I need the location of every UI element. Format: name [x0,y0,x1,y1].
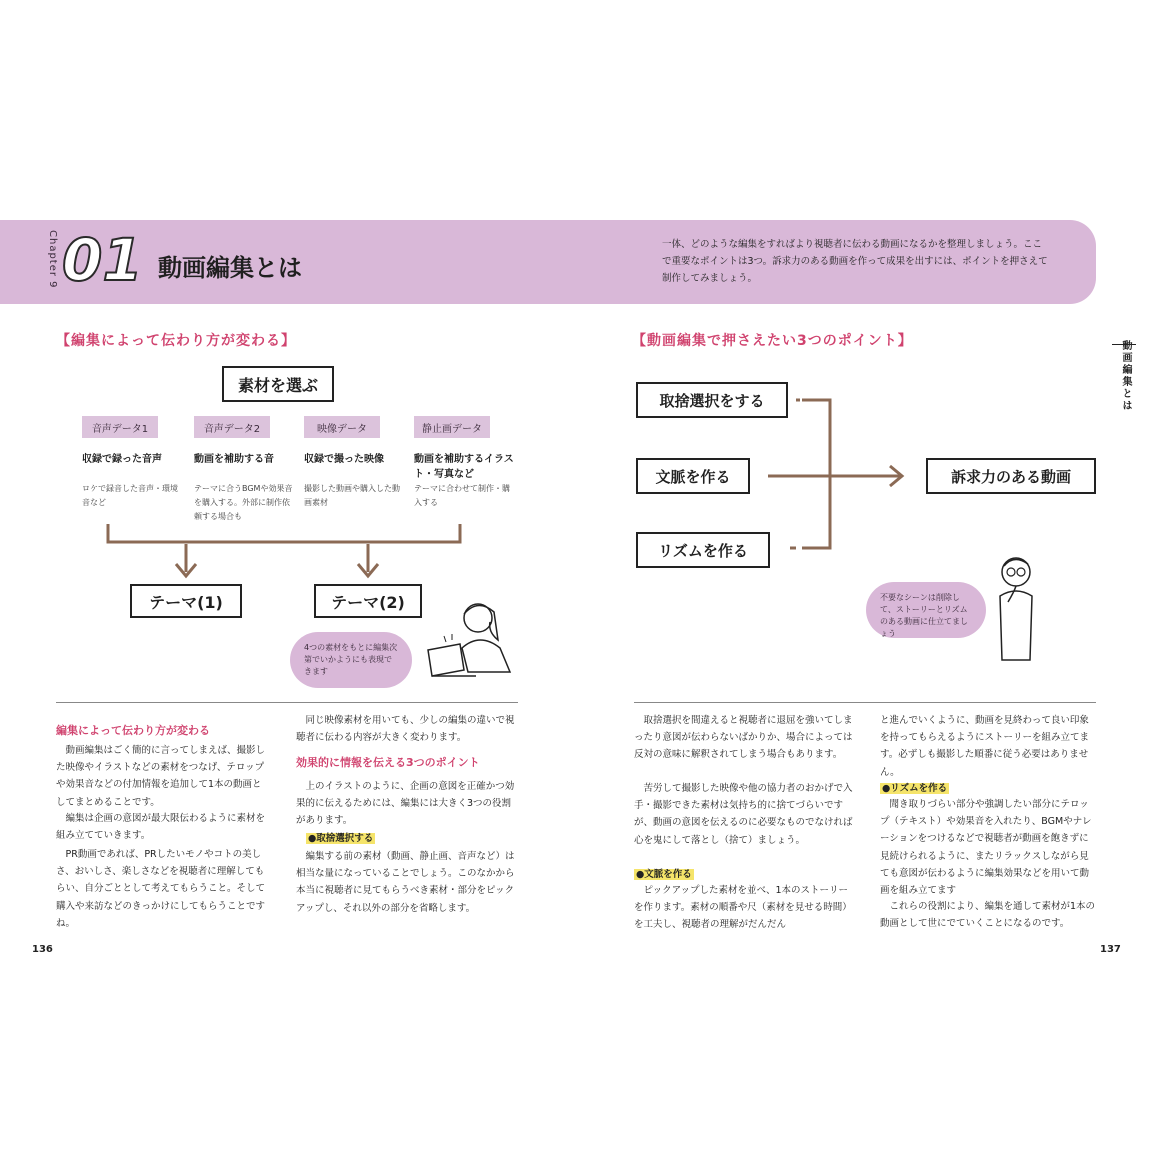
point-context-box: 文脈を作る [636,458,750,494]
col2-desc: テーマに合うBGMや効果音を購入する。外部に制作依頼する場合も [194,484,293,521]
tag-video: 映像データ [304,416,380,438]
right-speech-bubble: 不要なシーンは削除して、ストーリーとリズムのある動画に仕立てましょう [866,582,986,638]
col2-title: 動画を補助する音 [194,454,274,465]
body-col2-p0: 同じ映像素材を用いても、少しの編集の違いで視聴者に伝わる内容が大きく変わります。 [296,715,515,744]
tag-audio-2: 音声データ2 [194,416,270,438]
lead-text: 一体、どのような編集をすればより視聴者に伝わる動画になるかを整理しましょう。ここで重要なポイントは3つ。訴求力のある動画を作って成果を出すには、ポイントを押さえて制作してみましょう。 [662,239,1048,284]
result-box: 訴求力のある動画 [926,458,1096,494]
col4-desc: テーマに合わせて制作・購入する [414,484,510,507]
body-col3-p3: ピックアップした素材を並べ、1本のストーリーを作ります。素材の順番や尺（素材を見せる時間）を工夫し、視聴者の理解がだんだん [634,885,852,931]
page-number-right: 137 [1100,944,1121,955]
theme-2-box: テーマ(2) [314,584,422,618]
body-col1-p2: 編集は企画の意図が最大限伝わるように素材を組み立てていきます。 [56,813,266,842]
col3-desc: 撮影した動画や購入した動画素材 [304,484,400,507]
col1-desc: ロケで録音した音声・環境音など [82,484,178,507]
side-section-label: 動画編集とは [1120,340,1131,412]
point-select-box: 取捨選択をする [636,382,788,418]
chapter-label: Chapter 9 [47,230,58,289]
bullet-select: ●取捨選択する [308,833,374,844]
left-speech-bubble: 4つの素材をもとに編集次第でいかようにも表現できます [290,632,412,688]
chapter-number: 01 [62,226,143,294]
body-col4-p2: 聞き取りづらい部分や強調したい部分にテロップ（テキスト）や効果音を入れたり、BGMやナレーションをつけるなどで視聴者が動画を飽きずに見続けられるように、またリラックスしながら見ても意図が伝わるように編集効果などを用いて動画を組み立てます [880,799,1092,897]
tag-still-image: 静止画データ [414,416,490,438]
body-col2-p2: 編集する前の素材（動画、静止画、音声など）は相当な量になっていることでしょう。このなかから本当に視聴者に見てもらうべき素材・部分をピックアップし、それ以外の部分を省略します。 [296,851,515,914]
body-col4-p1: と進んでいくように、動画を見終わって良い印象を持ってもらえるようにストーリーを組み立てます。必ずしも撮影した順番に従う必要はありません。 [880,715,1090,778]
left-connector [0,520,560,590]
bullet-context: ●文脈を作る [636,869,692,880]
body-col1-p1: 動画編集はごく簡的に言ってしまえば、撮影した映像やイラストなどの素材をつなげ、テロップや効果音などの付加情報を追加して1本の動画としてまとめることです。 [56,745,266,808]
man-thinking-illustration [986,552,1046,664]
col3-title: 収録で撮った映像 [304,454,384,465]
right-divider [634,702,1096,703]
theme-1-box: テーマ(1) [130,584,242,618]
left-divider [56,702,518,703]
col1-title: 収録で録った音声 [82,454,162,465]
body-col2-p1: 上のイラストのように、企画の意図を正確かつ効果的に伝えるためには、編集には大きく3つの役割があります。 [296,781,515,827]
left-diagram-heading: 【編集によって伝わり方が変わる】 [56,333,296,349]
body-col3-p2: 苦労して撮影した映像や他の協力者のおかげで入手・撮影できた素材は気持ち的に捨てづらいですが、動画の意図を伝えるのに必要なものでなければ心を鬼にして落とし（捨て）ましょう。 [634,783,853,846]
page-title: 動画編集とは [158,254,302,282]
point-rhythm-box: リズムを作る [636,532,770,568]
body-heading-2: 効果的に情報を伝える3つのポイント [296,756,480,769]
select-material-box: 素材を選ぶ [222,366,334,402]
page-number-left: 136 [32,944,53,955]
body-heading-1: 編集によって伝わり方が変わる [56,724,210,737]
right-connector [760,390,920,570]
body-col4-p3: これらの役割により、編集を通して素材が1本の動画として世にでていくことになるのです。 [880,901,1096,930]
body-col3-p1: 取捨選択を間違えると視聴者に退屈を強いてしまったり意図が伝わらないばかりか、場合によっては反対の意味に解釈されてしまう場合もあります。 [634,715,853,761]
col4-title: 動画を補助するイラスト・写真など [414,454,514,480]
body-col1-p3: PR動画であれば、PRしたいモノやコトの美しさ、おいしさ、楽しさなどを視聴者に理解してもらい、自分ごととして考えてもらうこと。そして購入や来訪などのきっかけにしてもらうことですね。 [56,849,266,929]
tag-audio-1: 音声データ1 [82,416,158,438]
right-diagram-heading: 【動画編集で押さえたい3つのポイント】 [632,333,913,349]
woman-laptop-illustration [418,592,528,692]
bullet-rhythm: ●リズムを作る [882,783,948,794]
